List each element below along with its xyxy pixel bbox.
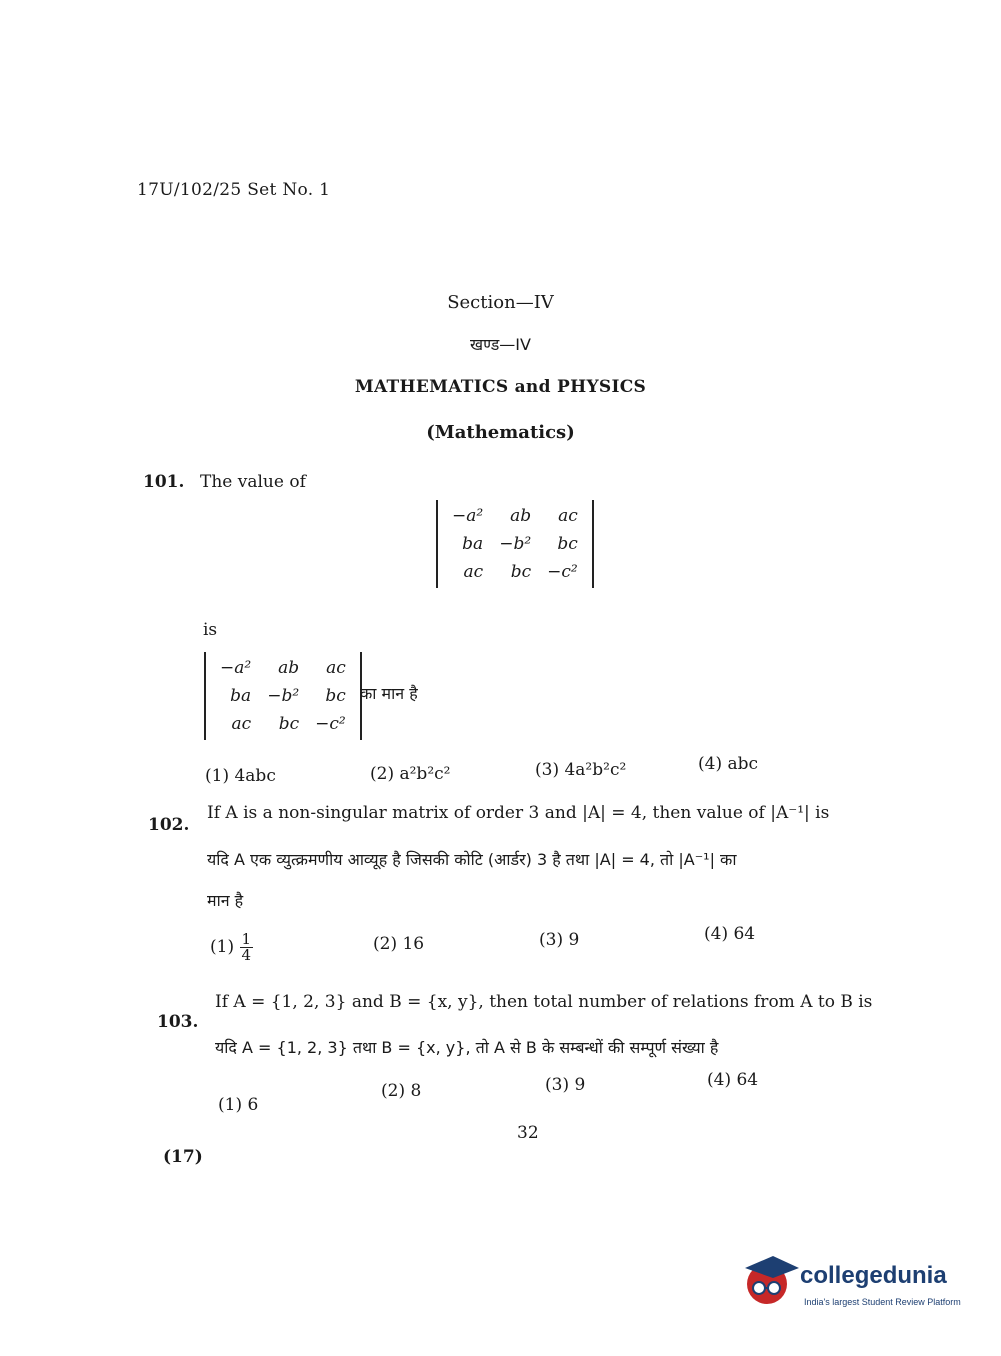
question-number-102: 102. xyxy=(148,815,190,835)
option-101-4: (4) abc xyxy=(698,754,759,774)
det-cell: −c² xyxy=(315,714,346,734)
det-cell: bc xyxy=(325,686,346,706)
option-103-2: (2) 8 xyxy=(381,1081,422,1101)
question-hindi-suffix-101: का मान है xyxy=(360,684,418,703)
det-cell: bc xyxy=(557,534,578,554)
question-text-102: If A is a non-singular matrix of order 3 and |A| = 4, then value of |A⁻¹| is xyxy=(207,803,830,823)
subject-heading: MATHEMATICS and PHYSICS xyxy=(354,377,647,397)
sub-heading: (Mathematics) xyxy=(426,422,575,443)
det-cell: ba xyxy=(230,686,252,706)
question-hindi-103: यदि A = {1, 2, 3} तथा B = {x, y}, तो A से B के सम्बन्धों की सम्पूर्ण संख्या है xyxy=(215,1038,719,1057)
det-cell: −a² xyxy=(220,658,252,678)
section-title: Section—IV xyxy=(447,292,554,313)
fraction-numerator: 1 xyxy=(241,930,252,948)
fraction-denominator: 4 xyxy=(241,946,252,964)
determinant-hindi xyxy=(204,652,362,740)
det-cell: −c² xyxy=(547,562,578,582)
question-number-103: 103. xyxy=(157,1012,199,1032)
question-number-101: 101. xyxy=(143,472,185,492)
det-cell: ab xyxy=(510,506,532,526)
question-hindi-102-line2: मान है xyxy=(207,891,244,910)
det-cell: −b² xyxy=(267,686,300,706)
option-103-1: (1) 6 xyxy=(218,1095,259,1115)
section-hindi-title: खण्ड—IV xyxy=(470,335,531,354)
det-cell: ac xyxy=(326,658,346,678)
brand-name: collegedunia xyxy=(800,1262,947,1289)
det-cell: ab xyxy=(278,658,300,678)
det-cell: −b² xyxy=(499,534,532,554)
option-label: (1) xyxy=(210,937,235,957)
det-cell: bc xyxy=(510,562,532,582)
page-number: 32 xyxy=(517,1123,539,1143)
option-102-2: (2) 16 xyxy=(373,934,425,954)
page-code: (17) xyxy=(163,1147,203,1167)
det-cell: ba xyxy=(462,534,484,554)
option-103-3: (3) 9 xyxy=(545,1075,586,1095)
det-cell: −a² xyxy=(452,506,484,526)
fraction xyxy=(240,932,254,963)
set-number-header: 17U/102/25 Set No. 1 xyxy=(137,180,331,200)
option-102-1 xyxy=(210,932,253,963)
option-102-3: (3) 9 xyxy=(539,930,580,950)
collegedunia-logo-icon xyxy=(743,1250,799,1312)
determinant-english xyxy=(436,500,594,588)
det-cell: ac xyxy=(463,562,484,582)
option-101-1: (1) 4abc xyxy=(205,766,276,786)
det-cell: ac xyxy=(558,506,578,526)
question-text-103: If A = {1, 2, 3} and B = {x, y}, then total number of relations from A to B is xyxy=(215,992,873,1012)
option-102-4: (4) 64 xyxy=(704,924,756,944)
det-cell: ac xyxy=(231,714,252,734)
option-101-3: (3) 4a²b²c² xyxy=(535,760,627,780)
det-cell: bc xyxy=(278,714,300,734)
question-is-text: is xyxy=(203,620,218,640)
question-hindi-102: यदि A एक व्युत्क्रमणीय आव्यूह है जिसकी कोटि (आर्डर) 3 है तथा |A| = 4, तो |A⁻¹| का xyxy=(207,850,737,869)
option-103-4: (4) 64 xyxy=(707,1070,759,1090)
brand-tagline: India's largest Student Review Platform xyxy=(804,1297,961,1307)
question-text-101: The value of xyxy=(200,472,306,492)
option-101-2: (2) a²b²c² xyxy=(370,764,451,784)
